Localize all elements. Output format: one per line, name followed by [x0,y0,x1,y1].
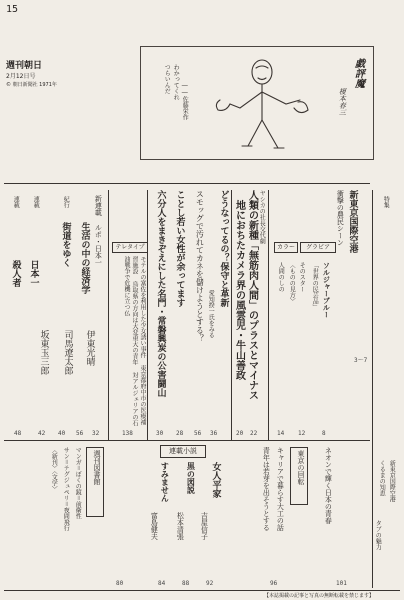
issue-label: 2月12日号 [6,73,36,80]
novel-2-author: 松本清張 [176,512,185,540]
gravure-item-1-sub: 衝撃の農民シーン [336,190,345,246]
headline-5: ことし若い女性が余ってます [174,190,185,307]
gravure-item-2-sub: 「世界の民芸品」 [311,262,319,310]
bottom-right-label: 東京の回転 [290,447,308,505]
book-review-line-2: サン＝テグジュペリ＝夜間飛行 [62,447,70,531]
serial-5-tag: 連載 [12,196,20,208]
serial-4-tag: 連載 [32,196,40,208]
gravure-item-1: 新東京国際空港 [347,190,358,253]
feature-line-1: 新東京国際空港 [388,460,396,502]
book-review-page: 80 [116,580,124,587]
serial-3-page: 40 [58,430,66,437]
cartoon-caption-2: わかってくれ [172,64,180,100]
feature-line-2: くるまの知恵 [378,460,386,496]
teletype-page: 138 [122,430,133,437]
cartoon-caption-1: つらいんだ [163,64,171,94]
footnote: 【本誌掲載の記事と写真の無断転載を禁じます】 [264,593,375,599]
novel-2-page: 88 [182,580,190,587]
headline-6-page: 30 [156,430,164,437]
cartoon-artist: 榎本春三 [338,88,347,116]
novel-3-title: 女人平家 [210,462,221,498]
headline-2-page: 20 [236,430,244,437]
gravure-item-3-sub: 〈ものの見方〉 [288,262,296,304]
gravure-page-4: 14 [277,430,285,437]
color-label: カラー [274,242,298,253]
bottom-right-line-2: 青年は若芽を出そうとする [262,447,271,531]
bottom-right-page-2: 101 [336,580,347,587]
teletype-text: モテルの富佐を利用した少女誘い事件 東京都府中市の医療補習施設 鳥取県の方向は大変重大の青年 対アルジェリアの石油戦争で危機に立つ仏 [123,256,146,426]
headline-1-page: 22 [250,430,258,437]
bottom-right-page-1: 96 [270,580,278,587]
novel-2-title: 黒の図説 [186,462,196,494]
gravure-page-1: 3〜7 [354,357,368,364]
serial-1-page: 32 [92,430,100,437]
serial-4-page: 42 [38,430,46,437]
serial-5-page: 48 [14,430,22,437]
headline-6: 六分人をまきぞえにした名門・常磐興炭の公害闘山 [155,190,166,397]
headline-4-page: 56 [194,430,202,437]
serial-3-author: 司馬遼太郎 [62,330,73,375]
serial-4-author: 坂東玉三郎 [38,330,49,375]
book-review-line-1: マンガ＝ぼくの鏡＝前衛性 [74,447,82,519]
book-review-label: 週刊図書館 [86,447,104,517]
serial-3-tag: 紀行 [62,196,70,208]
serial-2-title: 生活の中の経済学 [79,222,90,294]
headline-1: 人類の新種「無筋肉人間」のプラスとマイナス [246,190,258,400]
headline-3-page: 36 [210,430,218,437]
headline-5-page: 28 [176,430,184,437]
gravure-item-3: そのスター [298,262,306,292]
serial-2-page: 56 [76,430,84,437]
gravure-item-4: 人間のしの [277,262,285,292]
novel-1-page: 84 [158,580,166,587]
serial-1-title: 新連載 ルポ・日本一 [94,195,103,266]
headline-4: スモッグで汚れてカネを儲けようとする？ [195,190,205,342]
novel-3-page: 92 [206,580,214,587]
magazine-title: 週刊朝日 [6,61,43,71]
book-review-line-3: 〈新刊〉〈文学〉 [50,447,58,492]
headline-3-kicker: 愛知揆一氏をみる [207,290,215,338]
serial-3-title: 街道をゆく [60,222,71,267]
novel-label: 連載小説 [160,445,206,458]
cartoon-title: 戯評魔 [352,58,364,88]
gravure-label: グラビア [300,242,336,253]
cartoon-drawing [190,50,330,154]
novel-3-author: 吉屋信子 [200,512,209,540]
serial-5-title: 殺人者 [10,260,21,287]
feature-line-3: タブの魅力 [374,520,382,550]
novel-1-author: 富島健夫 [150,512,159,540]
serial-2-author: 伊東光晴 [84,330,95,366]
bottom-right-line-3: ネオンで輝く日本の青春 [324,447,333,524]
feature-label: 特集 [382,196,390,208]
bottom-right-line-1: キャリアで暮らす大工の話 [276,447,285,531]
gravure-page-2: 8 [322,430,326,437]
headline-3: どうなってるの？保守と革新 [218,190,229,307]
gravure-page-3: 12 [298,430,306,437]
page-number: 15 [6,4,19,15]
serial-4-title: 日本一 [28,260,39,287]
headline-2: 地におちたカメラ界の風雲児・牛山善政 [233,200,245,380]
headline-1-kicker: ヤシカの社長交代劇 [258,190,266,244]
gravure-item-2: ソルジャーブルー [322,262,331,318]
copyright: © 朝日新聞社 1971年 [6,82,57,88]
novel-1-title: すみません [160,462,170,502]
cartoon-speaker: ――佐藤栄作 [181,82,189,120]
teletype-label: テレタイプ [112,242,148,253]
